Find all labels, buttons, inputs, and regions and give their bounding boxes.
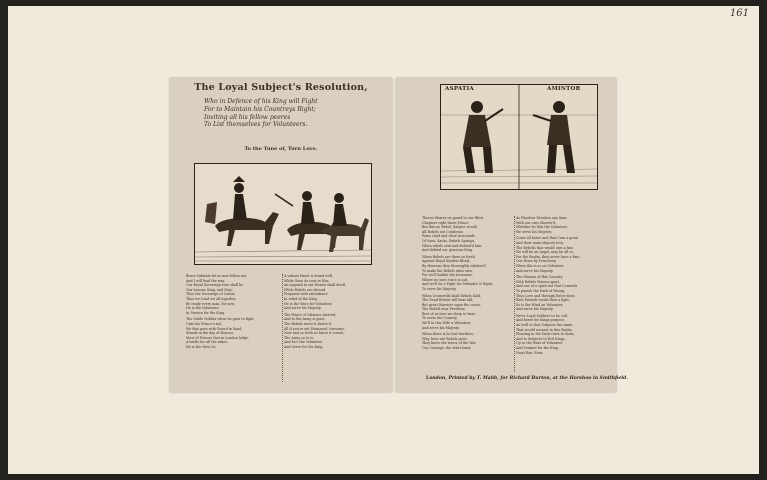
verse-line: And Venture for the King. (516, 346, 559, 351)
verse-line: That would soonest in this Realm, (516, 327, 573, 332)
verse-line: All if you're not Dismayed, tiresome, (284, 326, 346, 331)
verse-line: And serve his Majesty. (516, 307, 554, 312)
woodcut-label-amintor: AMINTOR (547, 86, 581, 92)
verse-line: When rebels sent and defend'd him, (422, 243, 483, 248)
verse-line: Stands in the day of Honour, (186, 331, 234, 336)
verse-line: Whether he Was the Volunteer, (516, 225, 568, 230)
verse-line: So is the Wind on Volunteer, (516, 302, 564, 307)
verse-line: Our Royal Sovereign ever shall be (186, 283, 244, 288)
verse-line: Of Sons, Sacks, Rebels Springs, (422, 238, 476, 243)
verse-line: An anguish in our Hearts shall dwell, (284, 283, 347, 288)
verse-line: Thus Love and through Enter done, (516, 293, 576, 298)
subtitle-line: Who in Defence of his King will Fight (204, 98, 318, 105)
verse-line: We that goes with Sword in hand, (186, 326, 243, 331)
verse-line: The Rebells that would own a fine, (516, 245, 574, 250)
ballad-subtitle (204, 98, 374, 129)
verse-line: And we'll be a Fight for Defender & Right, (422, 282, 494, 287)
verse-line: Our Courage, the other band. (422, 346, 472, 351)
verse-line: But this no Rebel, Subject would (422, 225, 477, 230)
verse-line: Unto his Prince's aid, (186, 321, 222, 326)
verse-line: Come all brave and that Cum a great (516, 236, 579, 241)
verse-line: When there is be but Worthies, (422, 332, 475, 337)
verse-line: But great Warriors upon the cause, (422, 302, 481, 307)
verse-line: A valiant Heart is found well, (284, 274, 333, 278)
verse-line: Best of us love we sleep to bear. (422, 311, 476, 316)
subtitle-line: For to Maintain his Countreys Right; (204, 105, 316, 113)
verse-line: They knew the terror of the War, (422, 341, 477, 346)
verse-line: And to Subjects to Evil Kings, (516, 336, 566, 341)
verse-line: In Service for the King. (186, 310, 226, 315)
verse-line: We'll in this Wife a Volunteer, (422, 321, 472, 326)
verse-line: Most of Princes that in London lodge, (186, 335, 250, 340)
couple-woodcut (440, 84, 598, 190)
verse-line: And defend our gracious King. (422, 248, 474, 253)
verse-line: We serve his Majesty. (516, 229, 552, 234)
verse-line: And serve his Majesty. (516, 268, 554, 273)
verse-line: The Rebell near Freedom, (422, 307, 466, 312)
verse-line: And he's the Volunteer, (284, 340, 323, 345)
verse-line: Be ready every man, for now, (186, 301, 235, 306)
verse-line: As well as that Subjects the same, (516, 323, 574, 328)
verse-line: To serve the Country, (422, 316, 458, 321)
verse-line: And serve his Majesty. (422, 325, 460, 330)
tune-line: To the Tune of, Turn Love. (244, 146, 318, 152)
verse-line: A battle for all the sakes, (186, 340, 228, 345)
verse-line: With Rebels thrown apart, (516, 279, 561, 284)
verse-line: All Rebels out Conforme, (422, 229, 464, 234)
column-divider (514, 216, 515, 372)
ballad-title: The Loyal Subject's Resolution, (194, 82, 368, 93)
verse-line: Our honour, King, and Stay: (186, 287, 233, 292)
verse-line: And their main Majesty love, (516, 240, 565, 245)
woodcut-label-aspatia: ASPATIA (445, 86, 474, 92)
verse-line: Our Fears by Treachery, (516, 259, 557, 264)
verse-line: Up to the Wars of Volunteer (516, 341, 563, 346)
verse-line: When this is so on Volunteer (516, 263, 564, 268)
verse-line: Theres Warres on guard to our Blest, (422, 216, 485, 220)
verse-line: Brave Gallants let us now follow me, (186, 274, 248, 278)
verse-line: And one of a spirit not that Counsels (516, 284, 578, 289)
verse-line: While Rebels are abroad, (284, 287, 327, 292)
verse-line: He is the Volunteer, (186, 306, 219, 311)
verse-line: For the Realm, they never have a fine, (516, 254, 580, 259)
verse-column-left (422, 216, 514, 351)
verse-line: To punish the Dark of Wrong, (516, 288, 566, 293)
verse-line: He is the West &c. (186, 344, 218, 349)
archive-mount (8, 6, 759, 474)
verse-line: And I will lead the way, (186, 278, 225, 283)
verse-line: When Cromwells shall Rebels hold, (422, 293, 482, 298)
verse-line: Prepared with attendance, (284, 292, 329, 297)
verse-line: He is the Wors for Volunteer, (284, 301, 333, 306)
verse-line: The Dead Rebels will bear fall, (422, 298, 474, 303)
verse-line: To make the Rebels slain own, (422, 268, 473, 273)
verse-line: Against Royal Kindest Blood, (422, 259, 471, 264)
verse-line: The Army so to it, (284, 335, 314, 340)
verse-line: Thus the Sovereign of Cæsar, (186, 292, 236, 297)
verse-line: We will be an Angel, may be all so, (516, 250, 575, 255)
verse-line: The Rebels never it desire'd, (284, 321, 332, 326)
horsemen-woodcut (194, 163, 372, 265)
verse-line: As Phoebus Wonders any time, (516, 216, 568, 220)
verse-line: Chapters right there Prince, (422, 220, 470, 225)
verse-column-left (186, 274, 282, 350)
verse-line: When Rebels are there so fresh (422, 254, 475, 259)
verse-line: And Serve for the King. (284, 344, 324, 349)
verse-line: Where no ones voice is sad, (422, 277, 469, 282)
verse-column-right (516, 216, 608, 355)
verse-line: In relief of the King, (284, 296, 318, 301)
verse-line: The Noble Soldier when he goes to fight, (186, 317, 255, 322)
verse-line: Why, here are Rebels grow, (422, 336, 468, 341)
verse-line: And brave for Kings purpose, (516, 318, 566, 323)
broadside-right-sheet (396, 78, 628, 392)
verse-column-right (284, 274, 382, 350)
verse-line: With our own Shower'd, (516, 220, 557, 225)
verse-line: And to the Army is gone, (284, 317, 326, 322)
verse-line: The Prince of Valiance Arrived, (284, 312, 337, 317)
verse-line: Rich Friends would then a fight, (516, 298, 570, 303)
verse-line: Viuat Rex. Finis. (516, 350, 544, 355)
broadside-left-sheet (170, 78, 392, 392)
subtitle-line: Inviting all his fellow peeres (204, 113, 291, 121)
verse-line: Pains chief and chief surrounds (422, 234, 475, 239)
column-divider (282, 274, 283, 382)
verse-line: And serve his Majesty. (284, 306, 322, 311)
verse-line: Pleasing in the Dark Ones to them, (516, 332, 575, 337)
subtitle-line: To List themselves for Volunteers. (204, 121, 308, 129)
verse-line: The Mission of this Country, (516, 275, 563, 280)
verse-line: For we'll bulder the Invasions, (422, 273, 473, 278)
verse-line: To serve his Majesty. (422, 286, 457, 291)
verse-line: Thus we Lead we all together, (186, 296, 237, 301)
printer-imprint: London, Printed by T. Mabb, for Richard Burton, at the Horshoo in Smithfield. (426, 376, 628, 381)
verse-line: By Heavens they thoroughly subdue'd (422, 263, 486, 268)
verse-line: We're Loyal Soldiers to be call, (516, 313, 568, 318)
page-number: 161 (729, 8, 749, 19)
verse-line: While Guns do roar in War, (284, 278, 330, 283)
verse-line: Now and so forth as brave it comes, (284, 331, 345, 336)
